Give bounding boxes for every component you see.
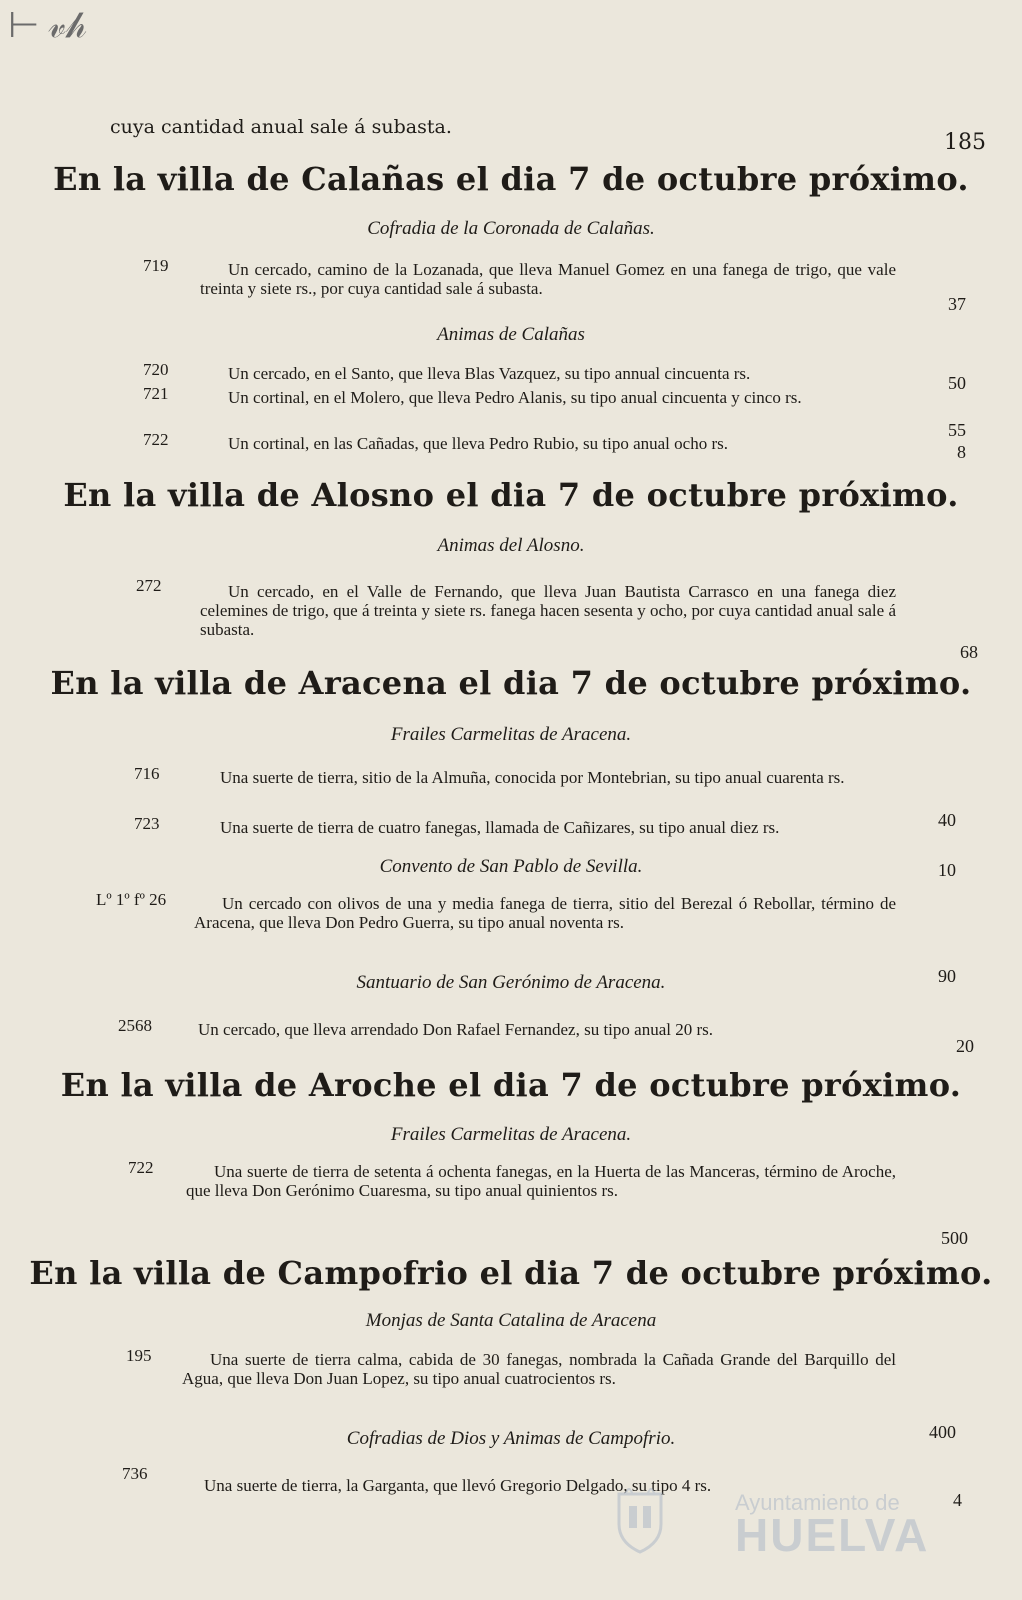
subheading-animas-calanas: Animas de Calañas: [437, 324, 585, 345]
header-note: cuya cantidad anual sale á subasta.: [110, 116, 452, 138]
section-heading-campofrio: En la villa de Campofrio el dia 7 de octubre próximo.: [29, 1254, 993, 1292]
entry-amount: 37: [948, 294, 966, 314]
page-number: 185: [944, 130, 986, 155]
entry-text: Una suerte de tierra, sitio de la Almuña, conocida por Montebrian, su tipo anual cuarenta rs.: [220, 768, 845, 787]
subheading-convento-san-pablo: Convento de San Pablo de Sevilla.: [379, 856, 643, 877]
entry-amount: 4: [953, 1490, 962, 1510]
entry-number: Lº 1º fº 26: [96, 890, 167, 909]
entry-number: 736: [122, 1464, 148, 1483]
section-heading-aracena: En la villa de Aracena el dia 7 de octubre próximo.: [50, 664, 972, 702]
entry-number: 722: [128, 1158, 154, 1177]
entry-number: 722: [143, 430, 169, 449]
entry-amount: 20: [956, 1036, 974, 1056]
entry-number: 716: [134, 764, 160, 783]
entry-amount: 40: [938, 810, 956, 830]
entry-amount: 8: [957, 442, 966, 462]
entry-text: Una suerte de tierra, la Garganta, que llevó Gregorio Delgado, su tipo 4 rs.: [204, 1476, 712, 1495]
entry-number: 272: [136, 576, 162, 595]
entry-text: Un cercado con olivos de una y media fanega de tierra, sitio del Berezal ó Rebollar, término de Aracena, que lleva Don Pedro Guerra, su tipo anual noventa rs.: [194, 894, 896, 932]
entry-number: 721: [143, 384, 169, 403]
coat-of-arms-icon: [615, 1488, 665, 1554]
entry-number: 720: [143, 360, 169, 379]
entry-amount: 50: [948, 373, 966, 393]
handwritten-margin-note: ⊢ 𝓋𝒽: [8, 5, 87, 45]
subheading-frailes-carmelitas: Frailes Carmelitas de Aracena.: [390, 724, 632, 745]
entry-number: 719: [143, 256, 169, 275]
entry-number: 195: [126, 1346, 152, 1365]
entry-amount: 68: [960, 642, 978, 662]
subheading-frailes-carmelitas: Frailes Carmelitas de Aracena.: [390, 1124, 632, 1145]
entry-text: Una suerte de tierra de setenta á ochenta fanegas, en la Huerta de las Manceras, término de Aroche, que lleva Don Gerónimo Cuaresma, su tipo anual quinientos rs.: [186, 1162, 896, 1200]
section-heading-calanas: En la villa de Calañas el dia 7 de octubre próximo.: [53, 160, 969, 198]
entry-text: Un cercado, camino de la Lozanada, que lleva Manuel Gomez en una fanega de trigo, que vale treinta y siete rs., por cuya cantidad sale á subasta.: [200, 260, 896, 298]
entry-amount: 500: [941, 1228, 968, 1248]
section-heading-alosno: En la villa de Alosno el dia 7 de octubre próximo.: [63, 476, 959, 514]
entry-text: Un cortinal, en las Cañadas, que lleva Pedro Rubio, su tipo anual ocho rs.: [228, 434, 728, 453]
subheading-cofradia-coronada: Cofradia de la Coronada de Calañas.: [367, 218, 655, 239]
entry-amount: 400: [929, 1422, 956, 1442]
section-heading-aroche: En la villa de Aroche el dia 7 de octubre próximo.: [60, 1066, 962, 1104]
subheading-cofradias-dios-animas: Cofradias de Dios y Animas de Campofrio.: [346, 1428, 676, 1449]
entry-amount: 90: [938, 966, 956, 986]
entry-text: Un cercado, en el Valle de Fernando, que lleva Juan Bautista Carrasco en una fanega diez celemines de trigo, que á treinta y siete rs. fanega hacen sesenta y ocho, por cuya cantidad anual sale á subasta.: [200, 582, 896, 639]
entry-number: 723: [134, 814, 160, 833]
watermark-small-text: Ayuntamiento de: [735, 1490, 900, 1515]
subheading-santuario-san-geronimo: Santuario de San Gerónimo de Aracena.: [356, 972, 666, 993]
entry-text: Un cercado, que lleva arrendado Don Rafael Fernandez, su tipo anual 20 rs.: [198, 1020, 713, 1039]
entry-amount: 55: [948, 420, 966, 440]
entry-text: Una suerte de tierra de cuatro fanegas, llamada de Cañizares, su tipo anual diez rs.: [220, 818, 780, 837]
archive-watermark: [615, 1488, 945, 1561]
subheading-monjas-santa-catalina: Monjas de Santa Catalina de Aracena: [365, 1310, 657, 1331]
entry-text: Un cortinal, en el Molero, que lleva Pedro Alanis, su tipo anual cincuenta y cinco rs.: [228, 388, 802, 407]
watermark-big-text: HUELVA: [735, 1509, 930, 1561]
entry-number: 2568: [118, 1016, 152, 1035]
entry-amount: 10: [938, 860, 956, 880]
entry-text: Un cercado, en el Santo, que lleva Blas Vazquez, su tipo annual cincuenta rs.: [228, 364, 751, 383]
entry-text: Una suerte de tierra calma, cabida de 30 fanegas, nombrada la Cañada Grande del Barquillo del Agua, que lleva Don Juan Lopez, su tipo anual cuatrocientos rs.: [182, 1350, 896, 1388]
subheading-animas-alosno: Animas del Alosno.: [437, 535, 585, 556]
